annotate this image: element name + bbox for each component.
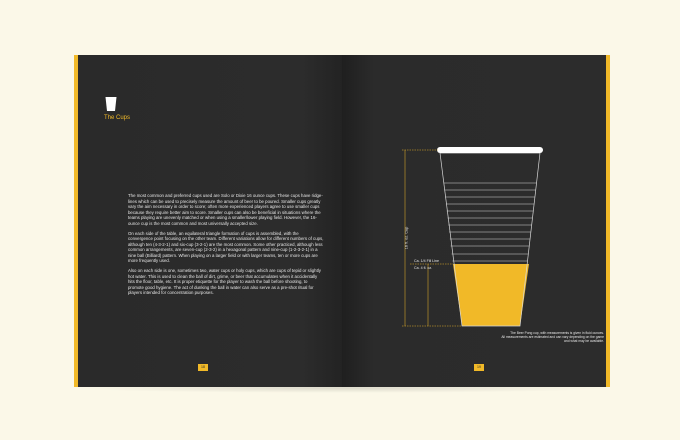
figure-caption xyxy=(414,331,604,344)
body-text xyxy=(128,193,324,300)
caption-line: The Beer Pong cup, with measurements is given in fluid ounces. xyxy=(510,331,604,335)
fill-amount-label: Ca. 4 fl. oz. xyxy=(414,266,433,270)
dimension-total-label: 16 fl. oz. Cup xyxy=(404,226,409,250)
caption-line: All measurements are estimated and can vary depending on the game xyxy=(501,335,604,340)
open-book-spread xyxy=(74,55,610,387)
section-title: The Cups xyxy=(104,115,131,121)
left-page xyxy=(74,55,342,387)
paragraph: Also on each side is one, sometimes two, water cups or holy cups, which are cups of tepid or slightly hot water. This is used to clean the ball of dirt, grime, or beer that accumulates when it accidentally hits the floor, table, etc. It is proper etiquette for the player to wash the ball before shooting, to promote good hygiene. The act of dunking the ball in water can also serve as a pre-shot ritual for players intended for concentration purposes. xyxy=(128,268,321,295)
cup-diagram xyxy=(392,140,602,360)
dimension-fill xyxy=(410,264,453,326)
cup-ridges xyxy=(444,183,537,261)
beer-fill xyxy=(453,264,529,326)
right-page xyxy=(342,55,610,387)
right-page-edge xyxy=(606,55,610,387)
paragraph: On each side of the table, an equilateral triangle formation of cups is assembled, with the convergence point focusing on the other team. Different variations allow for different numbers of cups, although ten (4-3-2-1) and six-cup (3-2-1) are the most common. Some other practiced, although less common arrangements, are seven-cup (2-3-2) in a hexagonal pattern and nine-cup (1-2-3-2-1) in a nine ball (Billiard) pattern. When playing on a larger field or with larger teams, ten or more cups are more frequently used. xyxy=(128,230,324,263)
cup-rim xyxy=(437,147,543,153)
dimension-total xyxy=(402,150,462,326)
page-number-right: 19 xyxy=(474,364,484,371)
paragraph: The most common and preferred cups used are Solo or Dixie 16 ounce cups. These cups have ridge-lines which can be used to precisely measure the amount of beer to be poured. Smaller cups greatly vary the aim necessary in order to score; often more experienced players agree to use smaller cups because they require better aim to score. Smaller cups can also be beneficial in situations where the teams playing are unevenly matched or when using a smaller/lower playing field. However, the 16-ounce cup is the most common and most universally accepted size. xyxy=(128,193,323,226)
cup-icon xyxy=(105,96,117,112)
left-page-edge xyxy=(74,55,78,387)
page-number-left: 18 xyxy=(198,364,208,371)
fill-line-label: Ca. 1/4 Fill Line xyxy=(414,259,439,264)
caption-line: and what may be available. xyxy=(564,339,604,344)
